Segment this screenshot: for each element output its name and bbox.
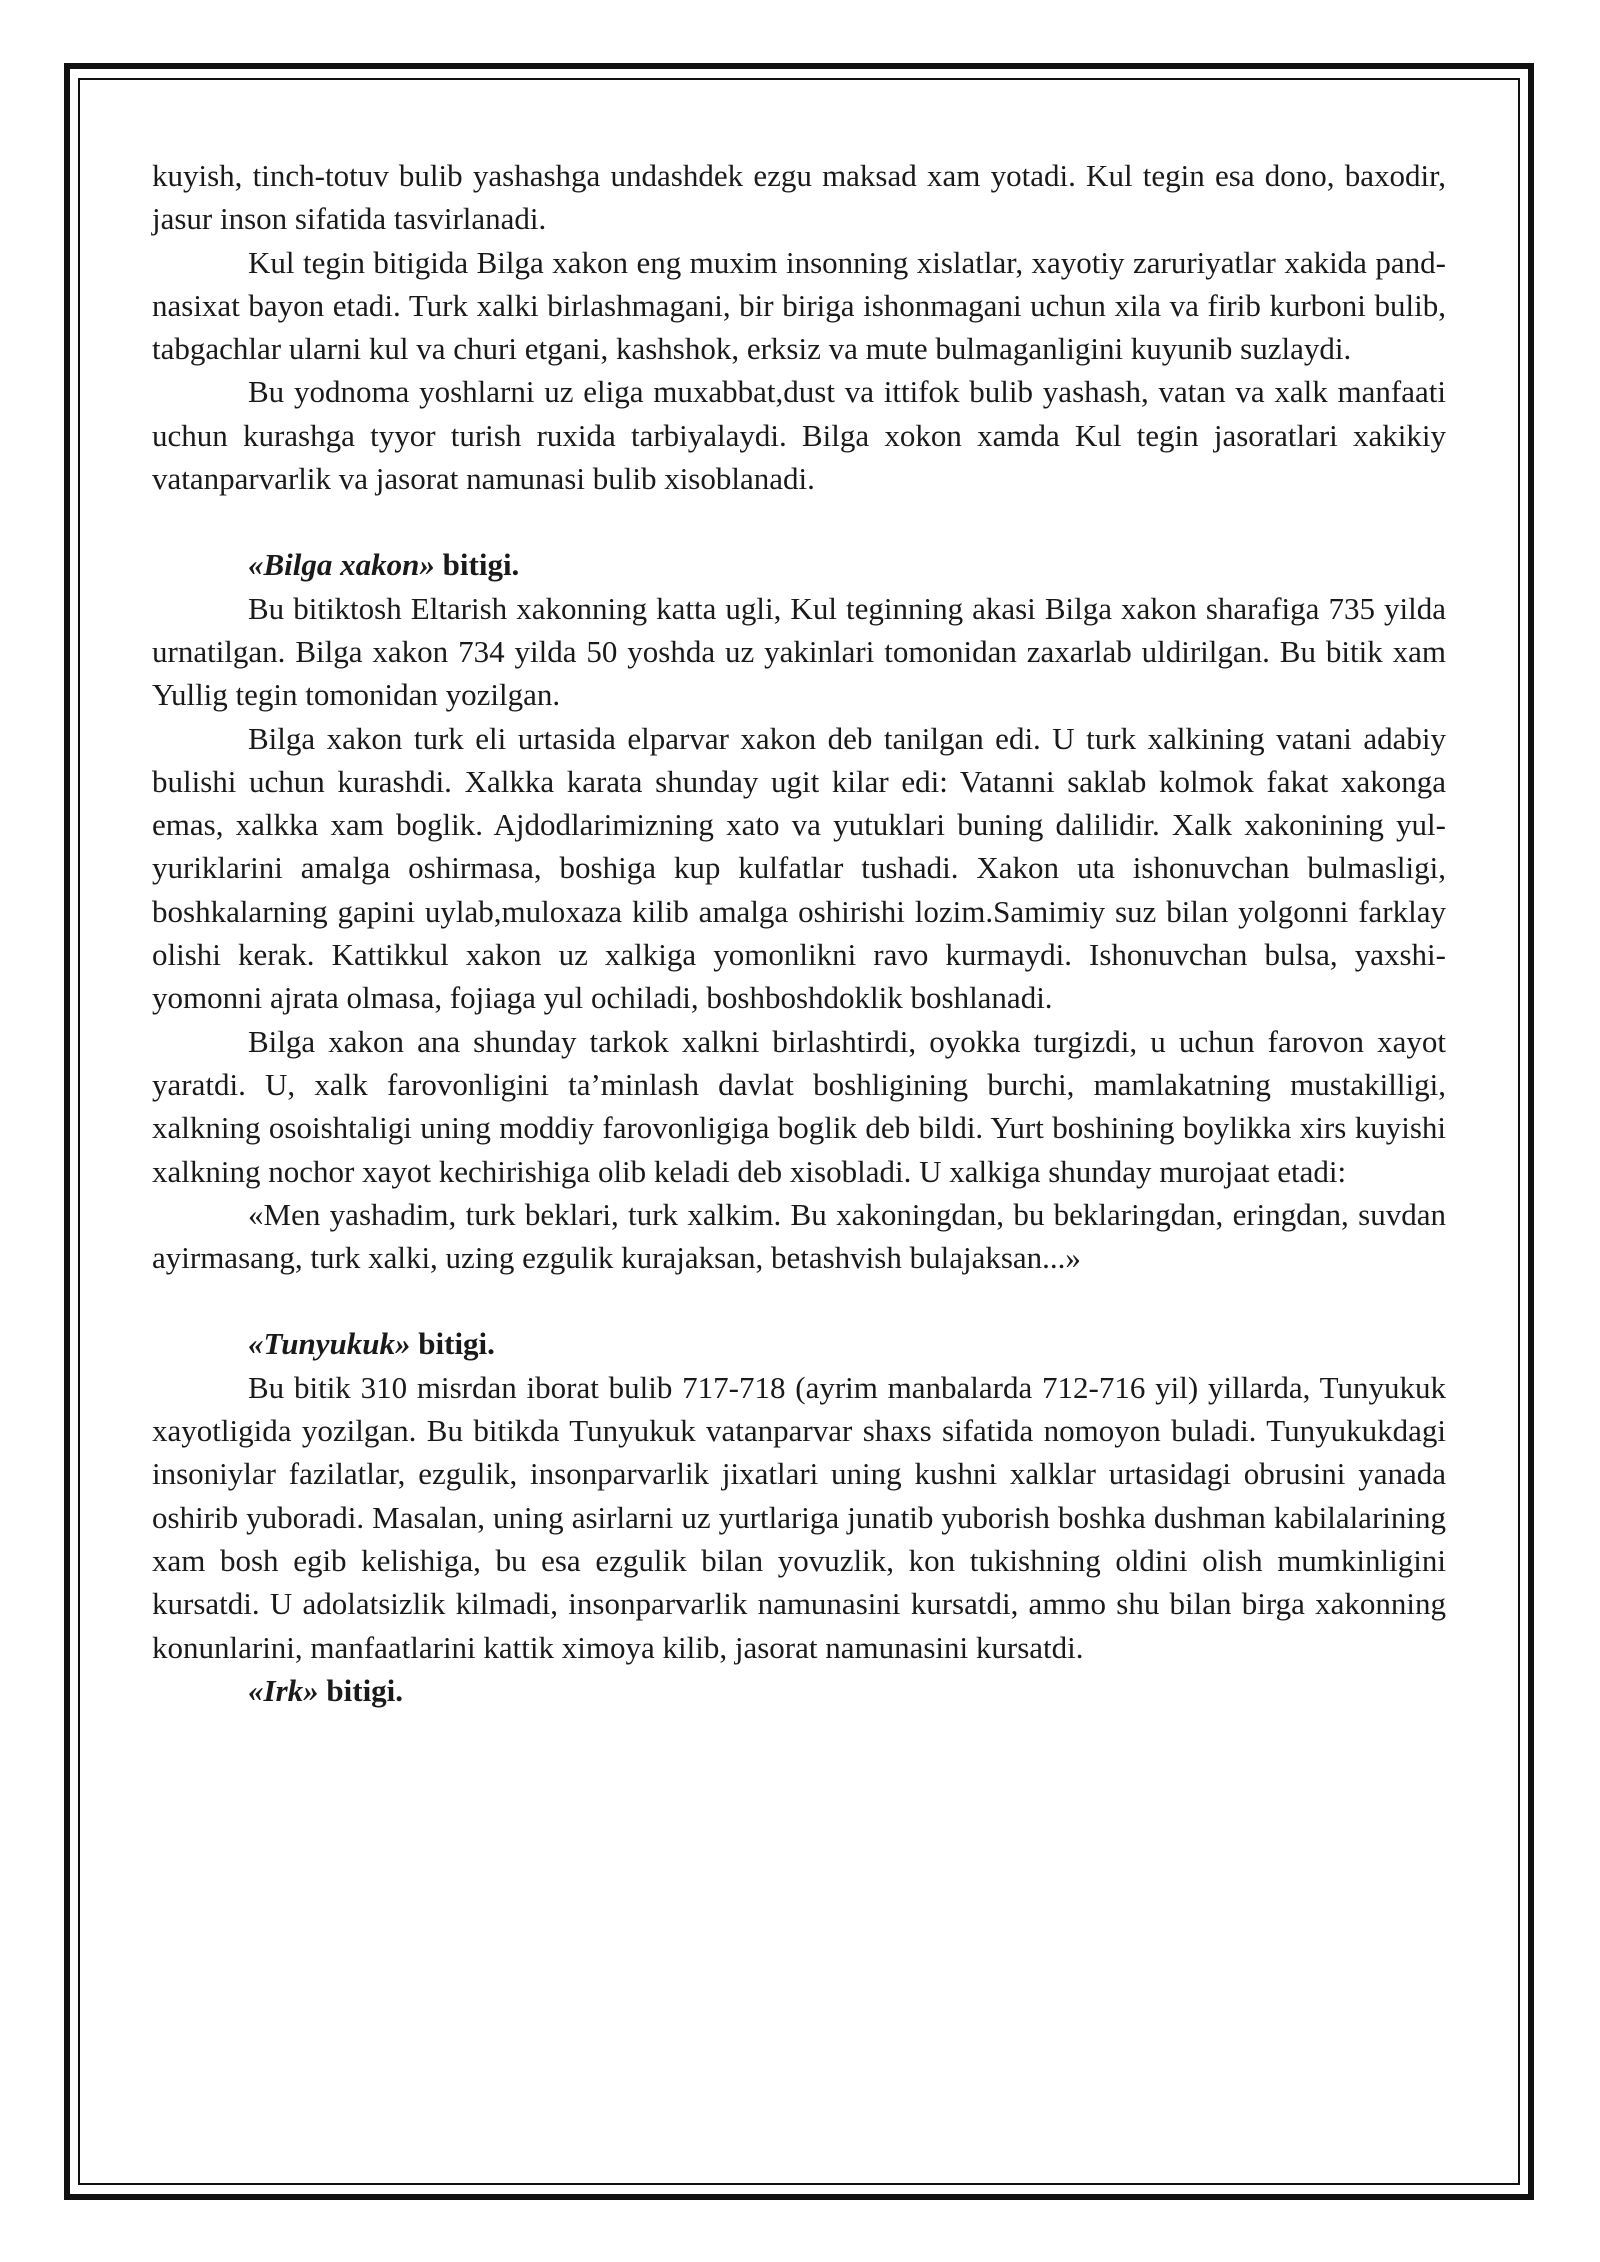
section-title-suffix: bitigi. — [410, 1326, 495, 1362]
section-heading-bilga-xakon — [152, 543, 1446, 586]
paragraph-bilga-unification: Bilga xakon ana shunday tarkok xalkni birlashtirdi, oyokka turgizdi, u uchun farovon xayot yaratdi. U, xalk farovonligini ta’minlash davlat boshligining burchi, mamlakatning mustakilligi, xalkning osoishtaligi uning moddiy farovonligiga boglik deb bildi. Yurt boshining boylikka xirs kuyishi xalkning nochor xayot kechirishiga olib keladi deb xisobladi. U xalkiga shunday murojaat etadi: — [152, 1023, 1446, 1189]
section-title: «Irk» — [248, 1672, 319, 1708]
paragraph-kul-tegin-advice: Kul tegin bitigida Bilga xakon eng muxim insonning xislatlar, xayotiy zaruriyatlar xakida pand-nasixat bayon etadi. Turk xalki birlashmagani, bir biriga ishonmagani uchun xila va firib kurboni bulib, tabgachlar ularni kul va churi etgani, kashshok, erksiz va mute bulmaganligini kuyunib suzlaydi. — [152, 244, 1446, 367]
section-title-suffix: bitigi. — [318, 1672, 404, 1708]
document-body — [152, 154, 1446, 1712]
paragraph-bilga-origin: Bu bitiktosh Eltarish xakonning katta ugli, Kul teginning akasi Bilga xakon sharafiga 735 yilda urnatilgan. Bilga xakon 734 yilda 50 yoshda uz yakinlari tomonidan zaxarlab uldirilgan. Bu bitik xam Yullig tegin tomonidan yozilgan. — [152, 590, 1446, 713]
section-heading-tunyukuk — [152, 1322, 1446, 1365]
paragraph-bilga-teachings: Bilga xakon turk eli urtasida elparvar xakon deb tanilgan edi. U turk xalkining vatani adabiy bulishi uchun kurashdi. Xalkka karata shunday ugit kilar edi: Vatanni saklab kolmok fakat xakonga emas, xalkka xam boglik. Ajdodlarimizning xato va yutuklari buning dalilidir. Xalk xakonining yul-yuriklarini amalga oshirmasa, boshiga kup kulfatlar tushadi. Xakon uta ishonuvchan bulmasligi, boshkalarning gapini uylab,muloxaza kilib amalga oshirishi lozim.Samimiy suz bilan yolgonni farklay olishi kerak. Kattikkul xakon uz xalkiga yomonlikni ravo kurmaydi. Ishonuvchan bulsa, yaxshi-yomonni ajrata olmasa, fojiaga yul ochiladi, boshboshdoklik boshlanadi. — [152, 720, 1446, 1016]
section-title-suffix: bitigi. — [434, 547, 520, 583]
section-heading-irk — [152, 1669, 1446, 1712]
paragraph-bilga-quote: «Men yashadim, turk beklari, turk xalkim. Bu xakoningdan, bu beklaringdan, eringdan, suvdan ayirmasang, turk xalki, uzing ezgulik kurajaksan, betashvish bulajaksan...» — [152, 1196, 1446, 1276]
paragraph-tunyukuk-description: Bu bitik 310 misrdan iborat bulib 717-718 (ayrim manbalarda 712-716 yil) yillarda, Tunyukuk xayotligida yozilgan. Bu bitikda Tunyukuk vatanparvar shaxs sifatida nomoyon buladi. Tunyukukdagi insoniylar fazilatlar, ezgulik, insonparvarlik jixatlari uning kushni xalklar urtasidagi obrusini yanada oshirib yuboradi. Masalan, uning asirlarni uz yurtlariga junatib yuborish boshka dushman kabilalarining xam bosh egib kelishiga, bu esa ezgulik bilan yovuzlik, kon tukishning oldini olish mumkinligini kursatdi. U adolatsizlik kilmadi, insonparvarlik namunasini kursatdi, ammo shu bilan birga xakonning konunlarini, manfaatlarini kattik ximoya kilib, jasorat namunasini kursatdi. — [152, 1369, 1446, 1665]
paragraph-continuation: kuyish, tinch-totuv bulib yashashga undashdek ezgu maksad xam yotadi. Kul tegin esa dono, baxodir, jasur inson sifatida tasvirlanadi. — [152, 158, 1446, 237]
paragraph-monument-education: Bu yodnoma yoshlarni uz eliga muxabbat,dust va ittifok bulib yashash, vatan va xalk manfaati uchun kurashga tyyor turish ruxida tarbiyalaydi. Bilga xokon xamda Kul tegin jasoratlari xakikiy vatanparvarlik va jasorat namunasi bulib xisoblanadi. — [152, 374, 1446, 497]
section-title: «Tunyukuk» — [248, 1326, 411, 1362]
section-title: «Bilga xakon» — [248, 547, 435, 583]
